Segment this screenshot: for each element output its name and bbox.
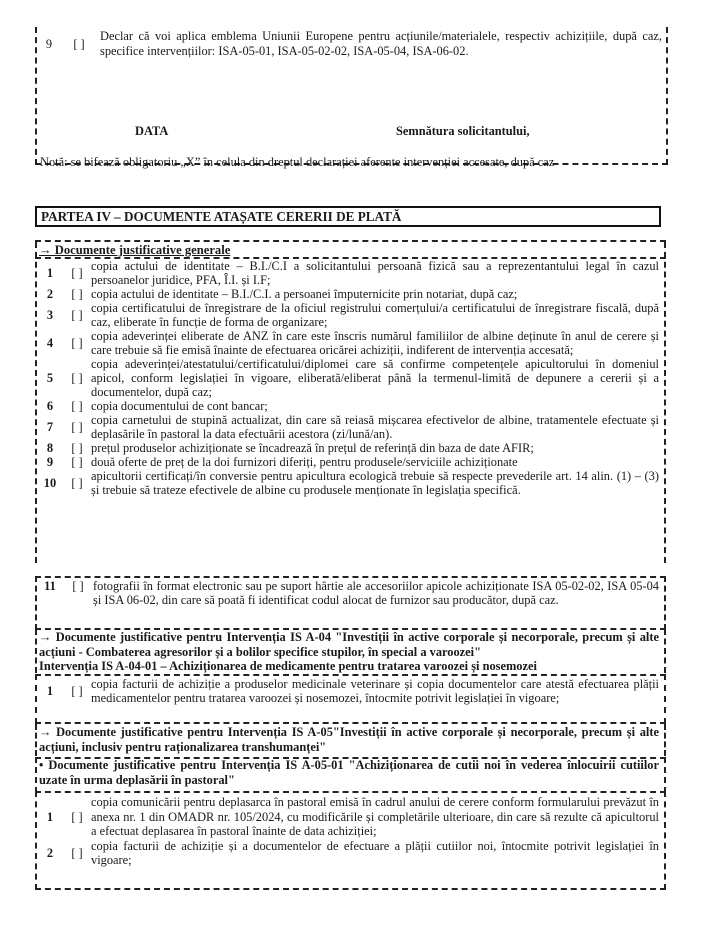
item-text: copia facturii de achiziție a produselor medicinale veterinare și copia documentelor care atestă efectuarea plății medicamentelor pentru tratarea varoozei și nosemozei, întocmite potrivit legislației în vigoare;: [91, 677, 659, 705]
item-checkbox[interactable]: [ ]: [71, 684, 83, 698]
item-number: 8: [46, 441, 54, 455]
item-number: 1: [46, 809, 54, 824]
item-checkbox[interactable]: [ ]: [71, 287, 83, 301]
item-text: copia adeverinței/atestatului/certificatului/diplomei care să confirme competențele apicultorului în domeniul apicol, conform legislației în vigoare, eliberată/eliberat până la termenul-limită de depunere a cererii și a documentelor, după caz;: [91, 357, 659, 399]
list-item: [37, 357, 659, 399]
item-text: două oferte de preț de la doi furnizori diferiți, pentru produsele/serviciile achiziționate: [91, 455, 518, 469]
general-items-list: [37, 259, 659, 497]
item-text: copia documentului de cont bancar;: [91, 399, 268, 413]
item-checkbox[interactable]: [ ]: [71, 266, 83, 280]
item-text: copia carnetului de stupină actualizat, din care să reiasă mișcarea efectivelor de albine, tratamentele efectuate și deplasările în pastoral la data efectuării acestora (zi/lună/an).: [91, 413, 659, 441]
general-section-title: → Documente justificative generale: [39, 243, 231, 257]
item-checkbox[interactable]: [ ]: [71, 809, 83, 824]
declaration-row: [40, 27, 662, 61]
item-text: prețul produselor achiziționate se încadrează în prețul de referință din baza de date AFIR;: [91, 441, 534, 455]
isa04-section-subtitle: Intervenția IS A-04-01 – Achiziționarea de medicamente pentru tratarea varoozei și nosemozei: [39, 659, 537, 673]
item-number: 3: [46, 308, 54, 322]
declaration-text: Declar că voi aplica emblema Uniunii Europene pentru acțiunile/materialele, respectiv achizițiile, după caz, specifice intervențiilor: ISA-05-01, ISA-05-02-02, ISA-05-04, ISA-06-02.: [100, 29, 662, 58]
item-text: copia adeverinței eliberate de ANZ în care este înscris numărul familiilor de albine deținute în anul de cerere și care trebuie să fie emisă înainte de efectuarea oricărei achiziții, indiferent de intervenția accesată;: [91, 329, 659, 357]
item-checkbox[interactable]: [ ]: [72, 579, 84, 593]
item-checkbox[interactable]: [ ]: [71, 336, 83, 350]
item-number: 11: [44, 579, 56, 593]
item-number: 1: [46, 684, 54, 698]
item-number: 5: [46, 371, 54, 385]
item-number: 6: [46, 399, 54, 413]
list-item: [37, 441, 659, 455]
list-item: [37, 795, 659, 839]
item-checkbox[interactable]: [ ]: [71, 371, 83, 385]
item-text: copia certificatului de înregistrare de la oficiul registrului comerțului/a certificatului de înregistrare fiscală, după caz, eliberate în funcție de forma de organizare;: [91, 301, 659, 329]
list-item: [37, 287, 659, 301]
item-checkbox[interactable]: [ ]: [71, 308, 83, 322]
item-checkbox[interactable]: [ ]: [71, 441, 83, 455]
list-item: [37, 413, 659, 441]
item-text: copia actului de identitate – B.I./C.I a solicitantului persoană fizică sau a reprezentantului legal în cazul persoanelor juridice, PFA, Î.I. și I.F;: [91, 259, 659, 287]
item-text: copia actului de identitate – B.I./C.I. a persoanei împuternicite prin notariat, după caz;: [91, 287, 518, 301]
item-number: 2: [46, 845, 54, 860]
declaration-note: Notă: se bifează obligatoriu „X” în celula din dreptul declarației aferente intervenției accesate, după caz: [40, 155, 555, 169]
item-text: fotografii în format electronic sau pe suport hârtie ale accesoriilor apicole achiziționate ISA 05-02-02, ISA 05-04 și ISA 06-02, din care să poată fi identificat codul alocat de furnizor sau producător, după caz.: [93, 579, 659, 607]
isa04-section-title: → Documente justificative pentru Intervenția IS A-04 "Investiții în active corporale și necorporale, precum și alte acțiuni - Combaterea agresorilor și a bolilor specifice stupilor, în special a varoozei": [39, 630, 659, 659]
item-number: 2: [46, 287, 54, 301]
list-item: [37, 399, 659, 413]
list-item: [37, 455, 659, 469]
list-item: [37, 839, 659, 868]
item-text: copia comunicării pentru deplasarca în pastoral emisă în cadrul anului de cerere conform formularului prevăzut în anexa nr. 1 din OMADR nr. 105/2024, cu modificările și completările ulterioare, din care să rezulte că apicultorul a efectuat deplasarea în pastoral înainte de data achiziției;: [91, 795, 659, 838]
declaration-number: 9: [45, 37, 53, 51]
date-label: DATA: [135, 124, 169, 138]
list-item: [37, 259, 659, 287]
item-text: copia facturii de achiziție și a documentelor de efectuare a plății cutiilor noi, întocmite potrivit legislației în vigoare;: [91, 838, 659, 867]
list-item: [37, 329, 659, 357]
list-item: [37, 469, 659, 497]
item-checkbox[interactable]: [ ]: [71, 420, 83, 434]
part-header: PARTEA IV – DOCUMENTE ATAȘATE CERERII DE PLATĂ: [35, 206, 661, 227]
item-number: 10: [43, 476, 57, 490]
declaration-checkbox[interactable]: [ ]: [73, 37, 85, 51]
item-number: 4: [46, 336, 54, 350]
item-checkbox[interactable]: [ ]: [71, 845, 83, 860]
isa04-items-list: [37, 677, 659, 705]
item-number: 1: [46, 266, 54, 280]
isa05-section-subtitle: • Documente justificative pentru Intervenția IS A-05-01 "Achiziționarea de cutii noi în vederea înlocuirii cutiilor uzate în urma deplasării în pastoral": [39, 758, 659, 787]
item-checkbox[interactable]: [ ]: [71, 476, 83, 490]
item-checkbox[interactable]: [ ]: [71, 455, 83, 469]
item-text: apicultorii certificați/în conversie pentru apicultura ecologică trebuie să respecte prevederile art. 14 alin. (1) – (3) și trebuie să trateze efectivele de albine cu produsele menționate în legislația specifică.: [91, 469, 659, 497]
list-item: [37, 677, 659, 705]
list-item: [37, 301, 659, 329]
item-checkbox[interactable]: [ ]: [71, 399, 83, 413]
item-number: 9: [46, 455, 54, 469]
isa05-section-title: → Documente justificative pentru Intervenția IS A-05"Investiții în active corporale și necorporale, precum și alte acțiuni, inclusiv pentru raționalizarea transhumanței": [39, 725, 659, 754]
signature-label: Semnătura solicitantului,: [396, 124, 530, 138]
item-number: 7: [46, 420, 54, 434]
list-item: [37, 579, 659, 607]
isa05-items-list: [37, 795, 659, 868]
